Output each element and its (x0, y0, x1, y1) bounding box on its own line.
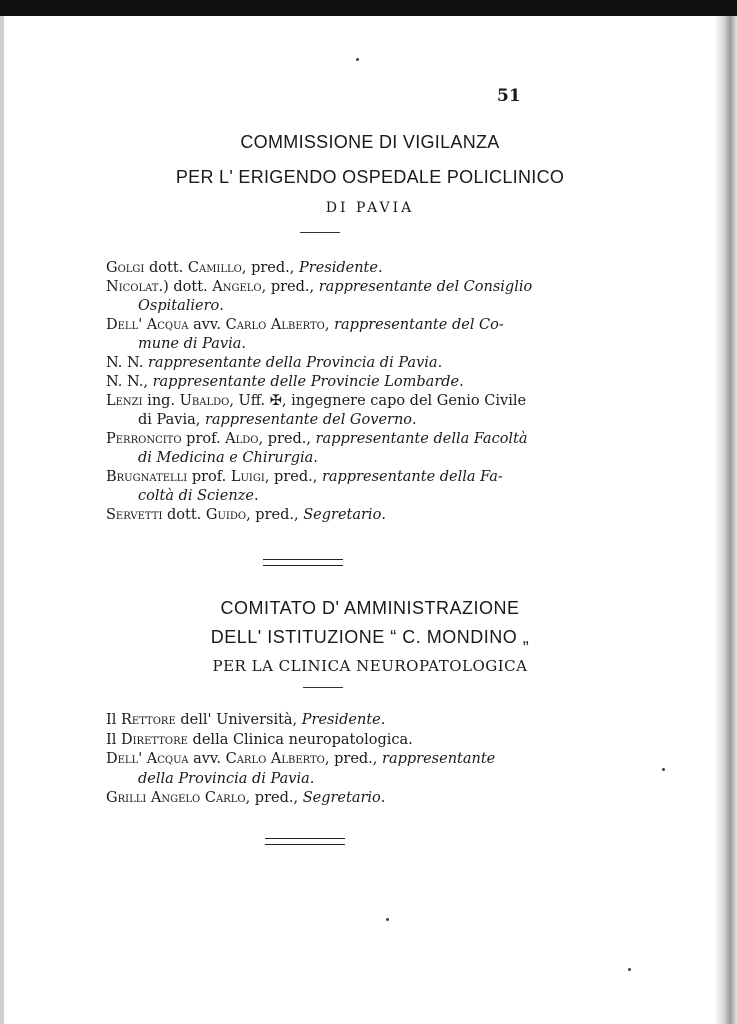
member-first-name: Carlo Alberto (225, 751, 325, 767)
member-text: , Uff. ✠, ingegnere capo del Genio Civile (229, 393, 527, 409)
member-entry (106, 392, 538, 411)
member-entry (106, 278, 538, 297)
member-punct: . (219, 298, 224, 314)
member-prefix-text: dott. (144, 260, 188, 276)
member-text: , pred., (245, 790, 303, 806)
member-role: coltà di Scienze (138, 488, 254, 504)
member-punct: . (377, 260, 383, 276)
section2-short-rule (303, 687, 343, 688)
page-number: 51 (497, 86, 521, 106)
member-prefix-text: avv. (188, 317, 226, 333)
member-role: Segretario (303, 507, 382, 523)
member-surname: Dell' Acqua (106, 317, 189, 333)
member-surname: Grilli (106, 790, 147, 806)
member-role: rappresentante della Provincia di Pavia (147, 355, 438, 371)
member-surname: Lenzi (106, 393, 143, 409)
member-role: rappresentante del Governo (204, 412, 413, 428)
member-role: mune di Pavia (138, 336, 242, 352)
scan-speck (356, 58, 359, 61)
member-text: , (324, 317, 335, 333)
member-punct: . (459, 374, 464, 390)
member-entry (106, 259, 538, 278)
member-role: di Medicina e Chirurgia (138, 450, 314, 466)
member-surname: Servetti (106, 507, 163, 523)
member-first-name: Camillo (187, 260, 242, 276)
section2-title-line3: PER LA CLINICA NEUROPATOLOGICA (212, 657, 528, 675)
member-text: dell' Università, (175, 712, 302, 728)
member-first-name: Angelo (212, 279, 262, 295)
member-surname: Dell' Acqua (106, 751, 189, 767)
member-surname: Direttore (120, 731, 188, 748)
member-punct: . (380, 790, 386, 806)
member-punct: . (309, 770, 315, 787)
member-entry (106, 789, 538, 808)
member-punct: . (313, 450, 318, 466)
member-text: , pred., (261, 279, 319, 295)
member-entry (106, 354, 538, 373)
member-first-name: Ubaldo (179, 393, 230, 409)
member-text: della Clinica neuropatologica. (187, 731, 413, 748)
member-entry (106, 750, 538, 769)
member-punct: . (380, 712, 386, 728)
member-punct: . (241, 336, 246, 352)
member-role: rappresentante delle Provincie Lombarde (152, 374, 460, 390)
member-first-name: Aldo (225, 431, 259, 447)
member-entry-continuation (138, 449, 318, 468)
member-text: , pred., (264, 469, 322, 485)
member-entry (106, 373, 538, 392)
member-punct: . (381, 507, 386, 523)
member-first-name: Angelo Carlo (150, 790, 246, 806)
member-text: , pred., (246, 507, 304, 523)
member-entry (106, 430, 538, 449)
section2-title-line1: COMITATO D' AMMINISTRAZIONE (220, 598, 520, 618)
scan-top-border (0, 0, 737, 16)
member-entry (106, 506, 538, 525)
member-punct: . (437, 355, 443, 371)
member-entry-continuation (138, 487, 259, 506)
member-role: rappresentante della Fa- (321, 469, 503, 485)
section2-title-line2: DELL' ISTITUZIONE “ C. MONDINO „ (210, 627, 530, 647)
member-text: , pred., (241, 260, 299, 276)
member-role: rappresentante della Facoltà (315, 431, 528, 447)
member-role: Presidente (301, 712, 381, 728)
scan-left-edge (0, 16, 4, 1024)
member-role: rappresentante del Consiglio (318, 279, 533, 295)
member-role: Segretario (302, 790, 381, 806)
member-entry-continuation (138, 297, 224, 316)
member-first-name: Luigi (230, 469, 265, 485)
member-surname: Perroncito (106, 431, 182, 447)
member-entry-continuation (138, 335, 246, 354)
scan-speck (628, 968, 631, 971)
member-punct: . (253, 488, 259, 504)
member-entry (106, 731, 538, 750)
member-surname: Nicolat.) (106, 279, 169, 295)
section1-title-line2: PER L' ERIGENDO OSPEDALE POLICLINICO (175, 167, 565, 187)
member-prefix-text: avv. (188, 751, 226, 767)
section1-title-line3: DI PAVIA (325, 200, 415, 216)
member-prefix-text: dott. (168, 279, 213, 295)
member-prefix-text: prof. (181, 431, 226, 447)
member-prefix-text: N. N., (106, 374, 153, 390)
member-prefix-text: di Pavia, (138, 412, 205, 428)
scan-speck (662, 768, 665, 771)
member-punct: . (412, 412, 417, 428)
member-prefix-text: dott. (162, 507, 206, 523)
member-prefix-text: Il (106, 712, 121, 728)
section-separator-1 (263, 559, 343, 566)
member-prefix-text: Il (106, 731, 121, 748)
member-entry (106, 316, 538, 335)
member-entry (106, 711, 538, 730)
member-role: rappresentante del Co- (334, 317, 504, 333)
section1-title-line1: COMMISSIONE DI VIGILANZA (240, 132, 500, 152)
member-surname: Rettore (120, 712, 176, 728)
member-prefix-text: N. N. (106, 355, 148, 371)
member-prefix-text: prof. (187, 469, 231, 485)
member-role: Presidente (299, 260, 378, 276)
member-text: , pred., (258, 431, 316, 447)
member-role: rappresentante (382, 751, 496, 767)
member-role: Ospitaliero (138, 298, 220, 314)
member-surname: Golgi (106, 260, 145, 276)
member-entry (106, 468, 538, 487)
member-surname: Brugnatelli (106, 469, 188, 485)
member-text: , pred., (324, 751, 383, 767)
scan-speck (386, 918, 389, 921)
member-first-name: Guido (205, 507, 247, 523)
member-entry-continuation (138, 411, 417, 430)
member-first-name: Carlo Alberto (225, 317, 325, 333)
member-role: della Provincia di Pavia (138, 770, 310, 787)
member-entry-continuation (138, 770, 314, 789)
section1-short-rule (300, 232, 340, 233)
section-separator-2 (265, 838, 345, 845)
member-prefix-text: ing. (142, 393, 180, 409)
